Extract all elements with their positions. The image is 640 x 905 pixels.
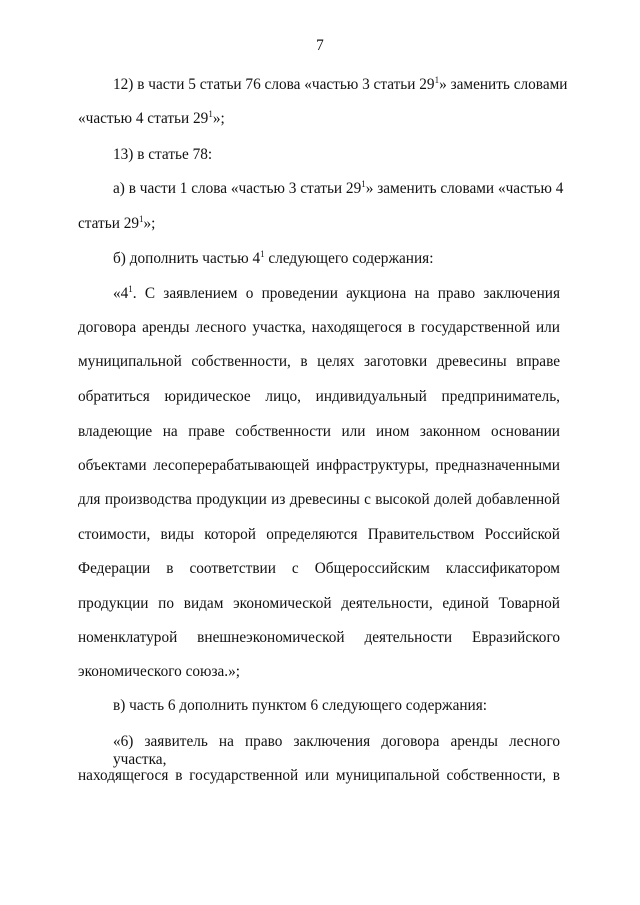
text-line: [78, 319, 560, 337]
text-segment: 13) в статье 78:: [113, 146, 213, 163]
superscript: 1: [434, 75, 440, 85]
text-segment: владеющие на праве собственности или ином законном основании: [78, 423, 560, 440]
text-segment: номенклатурой внешнеэкономической деятельности Евразийского: [78, 629, 560, 646]
text-line: [78, 663, 560, 681]
text-line: [78, 595, 560, 613]
superscript: 1: [139, 214, 144, 224]
text-segment: муниципальной собственности, в целях заготовки древесины вправе: [78, 353, 560, 370]
superscript: 1: [260, 249, 265, 259]
text-segment: объектами лесоперерабатывающей инфраструктуры, предназначенными: [78, 457, 560, 474]
text-line: [113, 75, 568, 95]
text-line: [78, 560, 560, 578]
text-line: [113, 146, 560, 164]
text-segment: 12) в части 5 статьи 76 слова «частью 3 статьи 29: [113, 76, 435, 93]
text-segment: «6) заявитель на право заключения договора аренды лесного участка,: [113, 733, 560, 768]
text-segment: Федерации в соответствии с Общероссийским классификатором: [78, 560, 560, 577]
text-line: [78, 629, 560, 647]
text-segment: для производства продукции из древесины с высокой долей добавленной: [78, 491, 560, 508]
text-line: [78, 767, 560, 785]
text-segment: продукции по видам экономической деятельности, единой Товарной: [78, 595, 560, 612]
text-segment: обратиться юридическое лицо, индивидуальный предприниматель,: [78, 388, 560, 405]
page-number: 7: [316, 37, 324, 54]
text-line: [78, 491, 560, 509]
text-segment: статьи 29: [78, 215, 140, 232]
text-line: [113, 697, 560, 715]
text-segment: »;: [143, 215, 156, 232]
text-segment: » заменить словами: [439, 76, 568, 93]
text-line: [78, 215, 560, 234]
text-segment: стоимости, виды которой определяются Правительством Российской: [78, 526, 560, 543]
text-segment: экономического союза.»;: [78, 663, 241, 680]
text-line: [78, 388, 560, 406]
text-segment: договора аренды лесного участка, находящегося в государственной или: [78, 319, 560, 336]
superscript: 1: [128, 284, 133, 294]
text-segment: следующего содержания:: [264, 250, 434, 267]
text-segment: в) часть 6 дополнить пунктом 6 следующего содержания:: [113, 697, 488, 714]
text-line: [78, 457, 560, 475]
superscript: 1: [361, 179, 366, 189]
text-line: [78, 526, 560, 544]
text-line: [113, 285, 560, 304]
text-line: [113, 733, 560, 769]
text-line: [113, 179, 564, 199]
text-segment: . С заявлением о проведении аукциона на право заключения: [132, 285, 560, 302]
superscript: 1: [208, 109, 213, 119]
text-line: [113, 250, 560, 269]
text-segment: б) дополнить частью 4: [113, 250, 261, 267]
text-segment: «4: [113, 285, 129, 302]
text-segment: находящегося в государственной или муниципальной собственности, в: [78, 767, 560, 784]
text-segment: «частью 4 статьи 29: [78, 110, 209, 127]
text-segment: »;: [212, 110, 225, 127]
text-line: [78, 110, 560, 129]
text-segment: а) в части 1 слова «частью 3 статьи 29: [113, 180, 362, 197]
text-line: [78, 423, 560, 441]
text-segment: » заменить словами «частью 4: [365, 180, 564, 197]
text-line: [78, 353, 560, 371]
